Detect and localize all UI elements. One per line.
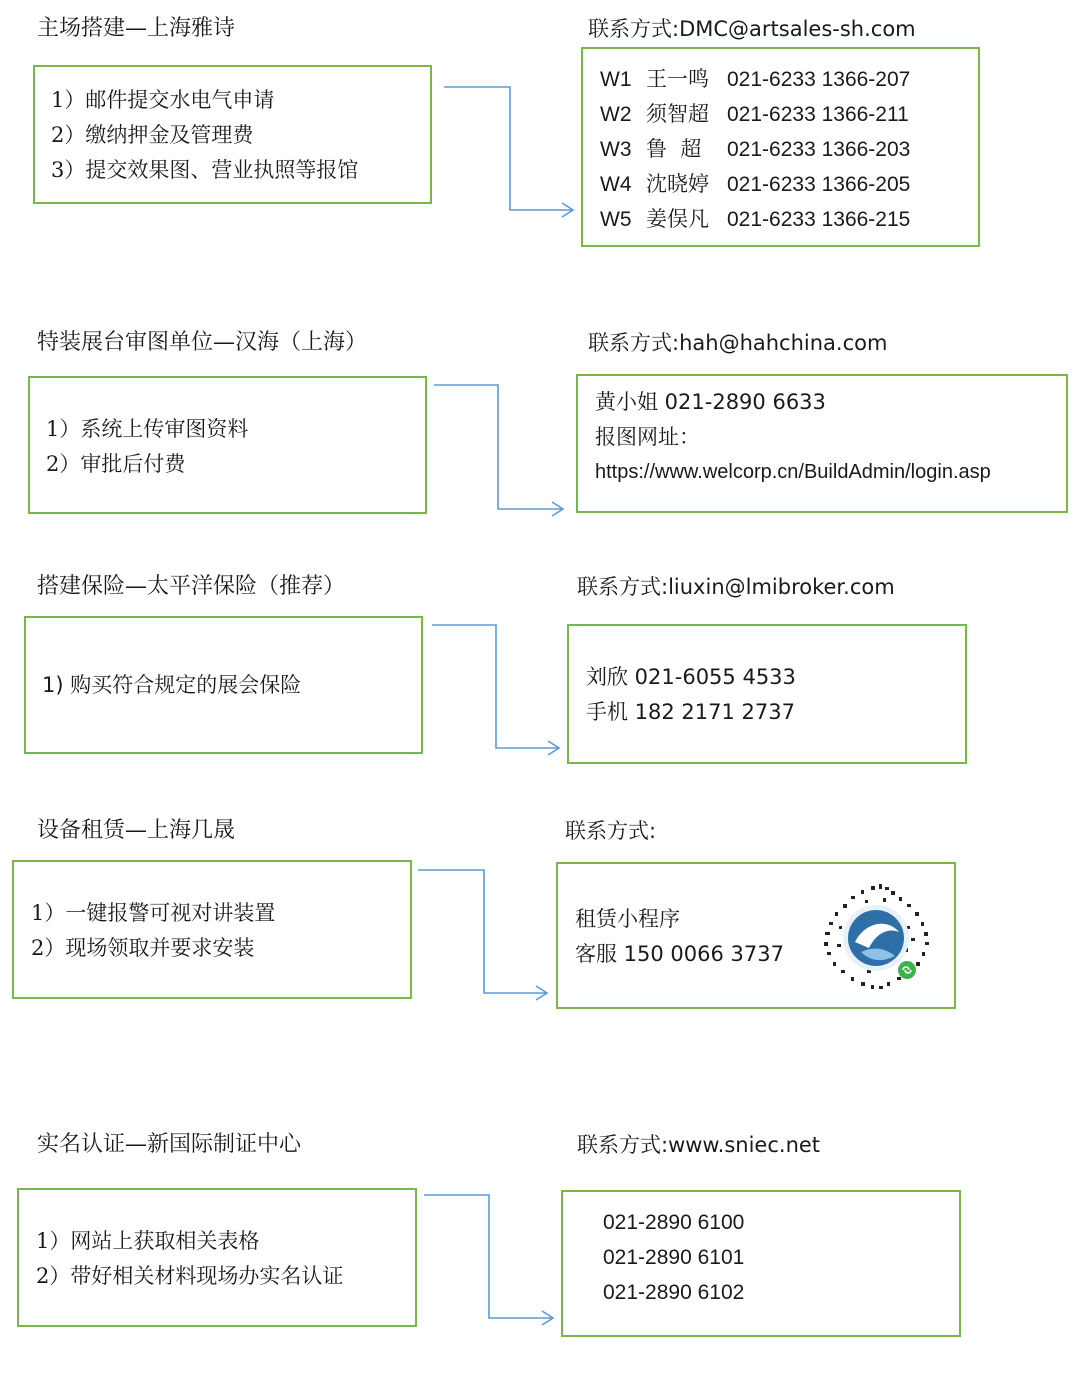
section-2-step-1: 1）系统上传审图资料 (46, 417, 249, 441)
contact-code: W5 (600, 208, 632, 231)
section-5-step-1: 1）网站上获取相关表格 (36, 1229, 260, 1253)
contact-phone: 021-6233 1366-207 (727, 68, 911, 91)
contact-row (600, 62, 910, 97)
section-5-title: 实名认证—新国际制证中心 (37, 1132, 302, 1157)
section-4-step-1: 1）一键报警可视对讲装置 (31, 901, 276, 925)
section-1-step-1: 1）邮件提交水电气申请 (51, 88, 275, 112)
section-4-contact-label: 联系方式: (565, 819, 657, 843)
section-5-step-2: 2）带好相关材料现场办实名认证 (36, 1264, 344, 1288)
contact-phone: 021-6233 1366-211 (727, 103, 909, 126)
section-1-step-3: 3）提交效果图、营业执照等报馆 (51, 158, 359, 182)
section-1-step-2: 2）缴纳押金及管理费 (51, 123, 254, 147)
contact-phone: 021-6233 1366-215 (727, 208, 911, 231)
section-3-contacts-box (567, 624, 967, 764)
section-5-steps-box (17, 1188, 417, 1327)
section-4-contact-2: 客服 150 0066 3737 (575, 942, 784, 966)
section-1-contact-label: 联系方式:DMC@artsales-sh.com (588, 17, 916, 41)
contact-row (600, 167, 910, 202)
section-4-title: 设备租赁—上海几晟 (37, 818, 236, 843)
contact-row (600, 132, 910, 167)
section-5-contact-label: 联系方式:www.sniec.net (577, 1133, 821, 1157)
contact-name: 鲁 超 (646, 137, 702, 161)
mini-program-qr-code-icon[interactable] (821, 882, 933, 994)
section-2-contact-2: 报图网址： (595, 425, 700, 449)
contact-phone: 021-6233 1366-203 (727, 138, 911, 161)
section-2-contact-url[interactable]: https://www.welcorp.cn/BuildAdmin/login.asp (595, 461, 991, 483)
contact-code: W2 (600, 103, 632, 126)
section-4-contacts-box (556, 862, 956, 1009)
arrow-4 (418, 870, 546, 993)
section-1-title: 主场搭建—上海雅诗 (37, 16, 236, 41)
section-5-contacts-box (561, 1190, 961, 1337)
section-5-phone-3: 021-2890 6102 (603, 1281, 745, 1304)
section-3-contact-label: 联系方式:liuxin@lmibroker.com (577, 575, 895, 599)
contact-name: 王一鸣 (646, 67, 709, 91)
section-2-steps-box (28, 376, 427, 514)
section-4-steps-box (12, 860, 412, 999)
section-2-step-2: 2）审批后付费 (46, 452, 186, 476)
section-2-contact-1: 黄小姐 021-2890 6633 (595, 390, 826, 414)
contact-name: 姜俣凡 (646, 207, 709, 231)
contact-code: W1 (600, 68, 632, 91)
contact-phone: 021-6233 1366-205 (727, 173, 911, 196)
contact-code: W3 (600, 138, 632, 161)
section-1-steps-box (33, 65, 432, 204)
section-3-steps-box (24, 616, 423, 754)
section-2-title: 特装展台审图单位—汉海（上海） (37, 330, 368, 355)
section-3-step-1: 1) 购买符合规定的展会保险 (42, 673, 302, 697)
section-3-contact-1: 刘欣 021-6055 4533 (586, 665, 796, 689)
arrow-3 (432, 625, 558, 748)
section-1-contacts-box (581, 47, 980, 247)
section-4-step-2: 2）现场领取并要求安装 (31, 936, 255, 960)
section-5-phone-2: 021-2890 6101 (603, 1246, 745, 1269)
contact-row (600, 202, 910, 237)
arrow-2 (434, 385, 562, 509)
contact-name: 须智超 (646, 102, 709, 126)
contact-code: W4 (600, 173, 632, 196)
arrow-5 (424, 1195, 552, 1318)
section-5-phone-1: 021-2890 6100 (603, 1211, 745, 1234)
section-4-contact-1: 租赁小程序 (575, 907, 680, 931)
section-2-contacts-box (576, 374, 1068, 513)
arrow-1 (444, 87, 572, 210)
section-2-contact-label: 联系方式:hah@hahchina.com (588, 331, 888, 355)
section-3-contact-2: 手机 182 2171 2737 (586, 700, 795, 724)
contact-row (600, 97, 909, 132)
contact-name: 沈晓婷 (646, 172, 709, 196)
section-3-title: 搭建保险—太平洋保险（推荐） (37, 574, 346, 599)
